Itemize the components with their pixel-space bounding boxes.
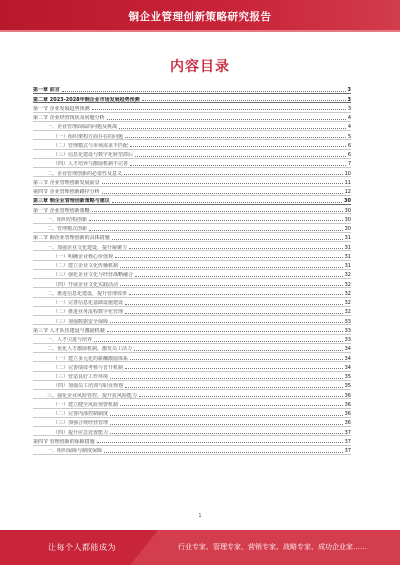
- toc-entry-text: 第二节 铜企业管理创新的具体措施: [33, 235, 110, 242]
- toc-dot-leader: [130, 146, 346, 147]
- toc-dot-leader: [110, 415, 343, 416]
- toc-dot-leader: [102, 183, 343, 184]
- toc-entry-text: （二）完善内部控制制度: [53, 411, 109, 417]
- toc-entry-text: 一、人才引进与培养: [47, 337, 93, 343]
- toc-dot-leader: [125, 313, 343, 314]
- toc-entry-text: 一、加强企业文化建设，提升凝聚力: [47, 244, 128, 251]
- toc-dot-leader: [124, 174, 343, 175]
- toc-entry[interactable]: [33, 251, 351, 260]
- toc-entry-page: 30: [344, 216, 351, 223]
- toc-entry-text: （四）提升应急处置能力: [53, 429, 109, 436]
- toc-entry-page: 34: [344, 364, 351, 371]
- toc-dot-leader: [125, 304, 343, 305]
- toc-dot-leader: [89, 230, 343, 231]
- toc-entry-text: 第四节 企业管理创新路径分析: [33, 189, 100, 195]
- toc-entry[interactable]: [33, 149, 351, 158]
- toc-entry[interactable]: [33, 112, 351, 121]
- toc-entry-page: 7: [347, 161, 351, 168]
- report-title: 铜企业管理创新策略研究报告: [128, 11, 272, 23]
- toc-entry[interactable]: [33, 167, 351, 176]
- toc-entry-text: （一）建立多元化的薪酬激励体系: [53, 355, 129, 362]
- toc-dot-leader: [142, 100, 346, 101]
- toc-entry-page: 30: [344, 198, 351, 205]
- toc-entry-page: 31: [344, 244, 351, 251]
- toc-entry-text: 第三章 铜企业管理创新策略与建议: [33, 198, 110, 205]
- toc-entry[interactable]: [33, 408, 351, 417]
- toc-entry-page: 31: [344, 263, 351, 269]
- toc-entry-page: 5: [347, 133, 351, 140]
- toc-entry-text: 二、推进信息化建设，提升管理效率: [47, 290, 128, 297]
- toc-entry-text: 二、企业管理创新的必要性及意义: [47, 170, 123, 177]
- toc-entry[interactable]: [33, 352, 351, 361]
- toc-entry-text: 一、企业管理面临的问题及挑战: [47, 124, 118, 131]
- toc-dot-leader: [129, 294, 343, 295]
- toc-entry-text: （三）信息化建设与数字化转型滞后: [53, 152, 134, 158]
- toc-dot-leader: [89, 220, 343, 221]
- toc-dot-leader: [62, 91, 346, 92]
- toc-entry-page: 12: [344, 189, 351, 195]
- toc-entry[interactable]: [33, 84, 351, 93]
- toc-entry-page: 37: [344, 438, 351, 445]
- toc-entry-page: 32: [344, 290, 351, 297]
- toc-entry[interactable]: [33, 334, 351, 343]
- toc-entry[interactable]: [33, 186, 351, 195]
- toc-entry-page: 34: [344, 346, 351, 353]
- toc-entry[interactable]: [33, 130, 351, 139]
- toc-entry[interactable]: [33, 241, 351, 250]
- toc-entry-page: 32: [344, 309, 351, 316]
- toc-entry-text: 第四节 管理创新的保障措施: [33, 438, 95, 445]
- toc-dot-leader: [125, 137, 346, 138]
- toc-entry-page: 4: [347, 115, 351, 121]
- toc-entry-page: 32: [344, 300, 351, 306]
- toc-dot-leader: [94, 341, 343, 342]
- toc-entry[interactable]: [33, 325, 351, 334]
- toc-entry-text: （二）完善绩效考核与晋升机制: [53, 364, 124, 371]
- toc-entry[interactable]: [33, 214, 351, 223]
- toc-entry-page: 33: [344, 327, 351, 334]
- toc-entry[interactable]: [33, 103, 351, 112]
- toc-dot-leader: [120, 405, 343, 406]
- toc-entry[interactable]: [33, 380, 351, 389]
- toc-dot-leader: [120, 285, 343, 286]
- toc-entry[interactable]: [33, 204, 351, 213]
- toc-entry[interactable]: [33, 371, 351, 380]
- toc-entry-page: 3: [347, 105, 351, 112]
- toc-entry-page: 3: [347, 96, 351, 103]
- toc-entry-page: 37: [344, 448, 351, 454]
- toc-dot-leader: [107, 119, 346, 120]
- toc-entry[interactable]: [33, 232, 351, 241]
- toc-entry[interactable]: [33, 223, 351, 232]
- toc-entry-page: 11: [344, 179, 351, 186]
- toc-title: 内容目录: [170, 59, 230, 75]
- toc-entry[interactable]: [33, 445, 351, 454]
- toc-dot-leader: [130, 359, 343, 360]
- toc-entry-page: 4: [347, 124, 351, 131]
- toc-entry-text: 一、组织保障与制度保障: [47, 448, 103, 454]
- page-number: 1: [198, 513, 202, 519]
- toc-entry-text: （二）管理模式与市场需求不匹配: [53, 142, 129, 149]
- toc-entry-text: （三）强化企业文化与经营战略融合: [53, 272, 134, 279]
- footer-experts-text: 行业专家、管理专家、营销专家、战略专家、成功企业家……: [178, 543, 367, 551]
- toc-entry-page: 36: [344, 401, 351, 408]
- toc-entry-text: （一）组织架构方面存在的问题: [53, 133, 124, 140]
- toc-entry[interactable]: [33, 195, 351, 204]
- header-divider: [0, 30, 400, 32]
- toc-entry-page: 32: [344, 281, 351, 288]
- toc-entry[interactable]: [33, 343, 351, 352]
- toc-dot-leader: [135, 276, 343, 277]
- toc-entry-page: 36: [344, 411, 351, 417]
- toc-entry-rule: [33, 454, 351, 455]
- toc-dot-leader: [110, 424, 343, 425]
- toc-entry-text: 一、组织结构创新: [47, 216, 88, 223]
- toc-dot-leader: [130, 165, 346, 166]
- toc-entry[interactable]: [33, 389, 351, 398]
- toc-entry[interactable]: [33, 436, 351, 445]
- toc-dot-leader: [110, 378, 343, 379]
- toc-dot-leader: [125, 387, 343, 388]
- toc-entry[interactable]: [33, 269, 351, 278]
- toc-entry[interactable]: [33, 288, 351, 297]
- toc-entry-text: （二）建立企业文化传播机制: [53, 263, 119, 269]
- toc-entry-page: 30: [344, 226, 351, 232]
- toc-entry-text: （四）人才培养与激励机制不完善: [53, 161, 129, 168]
- toc-entry-page: 31: [344, 253, 351, 260]
- toc-entry-text: 第一节 企业发展趋势预测: [33, 105, 90, 112]
- toc-dot-leader: [115, 257, 343, 258]
- toc-entry-page: 30: [344, 207, 351, 214]
- toc-entry[interactable]: [33, 121, 351, 130]
- toc-entry-page: 35: [344, 383, 351, 390]
- toc-dot-leader: [112, 202, 342, 203]
- toc-entry-page: 35: [344, 374, 351, 380]
- toc-entry[interactable]: [33, 315, 351, 324]
- toc-dot-leader: [110, 433, 343, 434]
- toc-entry-page: 34: [344, 355, 351, 362]
- toc-entry-page: 10: [344, 170, 351, 177]
- toc-entry[interactable]: [33, 297, 351, 306]
- toc-entry-page: 31: [344, 235, 351, 242]
- toc-entry-page: 6: [347, 142, 351, 149]
- toc-entry-page: 37: [344, 429, 351, 436]
- toc-entry-text: （二）推进业务流程数字化管理: [53, 309, 124, 316]
- toc-entry-page: 33: [344, 337, 351, 343]
- toc-entry[interactable]: [33, 399, 351, 408]
- toc-entry[interactable]: [33, 426, 351, 435]
- toc-entry-page: 36: [344, 420, 351, 427]
- toc-entry-text: 第三节 人才队伍建设与激励机制: [33, 327, 105, 334]
- toc-entry[interactable]: [33, 278, 351, 287]
- toc-entry-text: 第一章 前言: [33, 87, 60, 94]
- toc-dot-leader: [119, 128, 346, 129]
- toc-entry[interactable]: [33, 260, 351, 269]
- toc-entry-text: （四）开展企业文化实践活动: [53, 281, 119, 288]
- toc-entry-text: （一）明确企业核心价值观: [53, 253, 114, 260]
- toc-entry-page: 32: [344, 272, 351, 279]
- toc-dot-leader: [135, 156, 346, 157]
- toc-dot-leader: [104, 452, 343, 453]
- toc-dot-leader: [92, 211, 343, 212]
- toc-entry-page: 3: [347, 87, 351, 94]
- toc-dot-leader: [102, 193, 343, 194]
- table-of-contents: [33, 84, 351, 454]
- footer-slogan: 让每个人都能成为: [48, 543, 116, 552]
- toc-entry-text: 第三节 企业管理创新发展前景: [33, 179, 100, 186]
- toc-entry-text: （三）营造良好工作环境: [53, 374, 109, 380]
- toc-entry[interactable]: [33, 306, 351, 315]
- toc-entry-text: 第二节 企业经营现状及问题分析: [33, 115, 105, 121]
- toc-entry[interactable]: [33, 93, 351, 102]
- toc-entry-text: 二、优化人才激励机制，激发员工活力: [47, 346, 133, 353]
- toc-entry-text: （一）建立健全风险预警机制: [53, 401, 119, 408]
- toc-dot-leader: [112, 239, 343, 240]
- toc-entry[interactable]: [33, 158, 351, 167]
- toc-entry-page: 33: [344, 318, 351, 325]
- toc-entry-text: （三）加强合规经营管理: [53, 420, 109, 427]
- toc-entry[interactable]: [33, 140, 351, 149]
- toc-entry[interactable]: [33, 417, 351, 426]
- toc-entry-text: （四）加强员工培训与职业规划: [53, 383, 124, 390]
- toc-dot-leader: [139, 396, 343, 397]
- toc-dot-leader: [107, 331, 343, 332]
- toc-dot-leader: [92, 109, 346, 110]
- toc-entry[interactable]: [33, 177, 351, 186]
- toc-entry[interactable]: [33, 362, 351, 371]
- toc-entry-text: （三）加强数据安全保障: [53, 318, 109, 325]
- toc-entry-page: 36: [344, 392, 351, 399]
- toc-dot-leader: [134, 350, 343, 351]
- toc-entry-text: 二、管理模式创新: [47, 226, 88, 232]
- toc-dot-leader: [125, 368, 343, 369]
- toc-dot-leader: [110, 322, 343, 323]
- toc-dot-leader: [97, 442, 343, 443]
- toc-entry-text: 三、强化企业风险管控，提升抗风险能力: [47, 392, 138, 399]
- toc-entry-text: 第二章 2023-2028年铜企业市场发展趋势预测: [33, 96, 140, 103]
- toc-dot-leader: [129, 248, 343, 249]
- toc-entry-page: 6: [347, 152, 351, 158]
- toc-entry-text: （一）完善信息化基础设施建设: [53, 300, 124, 306]
- toc-dot-leader: [120, 267, 343, 268]
- toc-entry-text: 第一节 企业管理创新策略: [33, 207, 90, 214]
